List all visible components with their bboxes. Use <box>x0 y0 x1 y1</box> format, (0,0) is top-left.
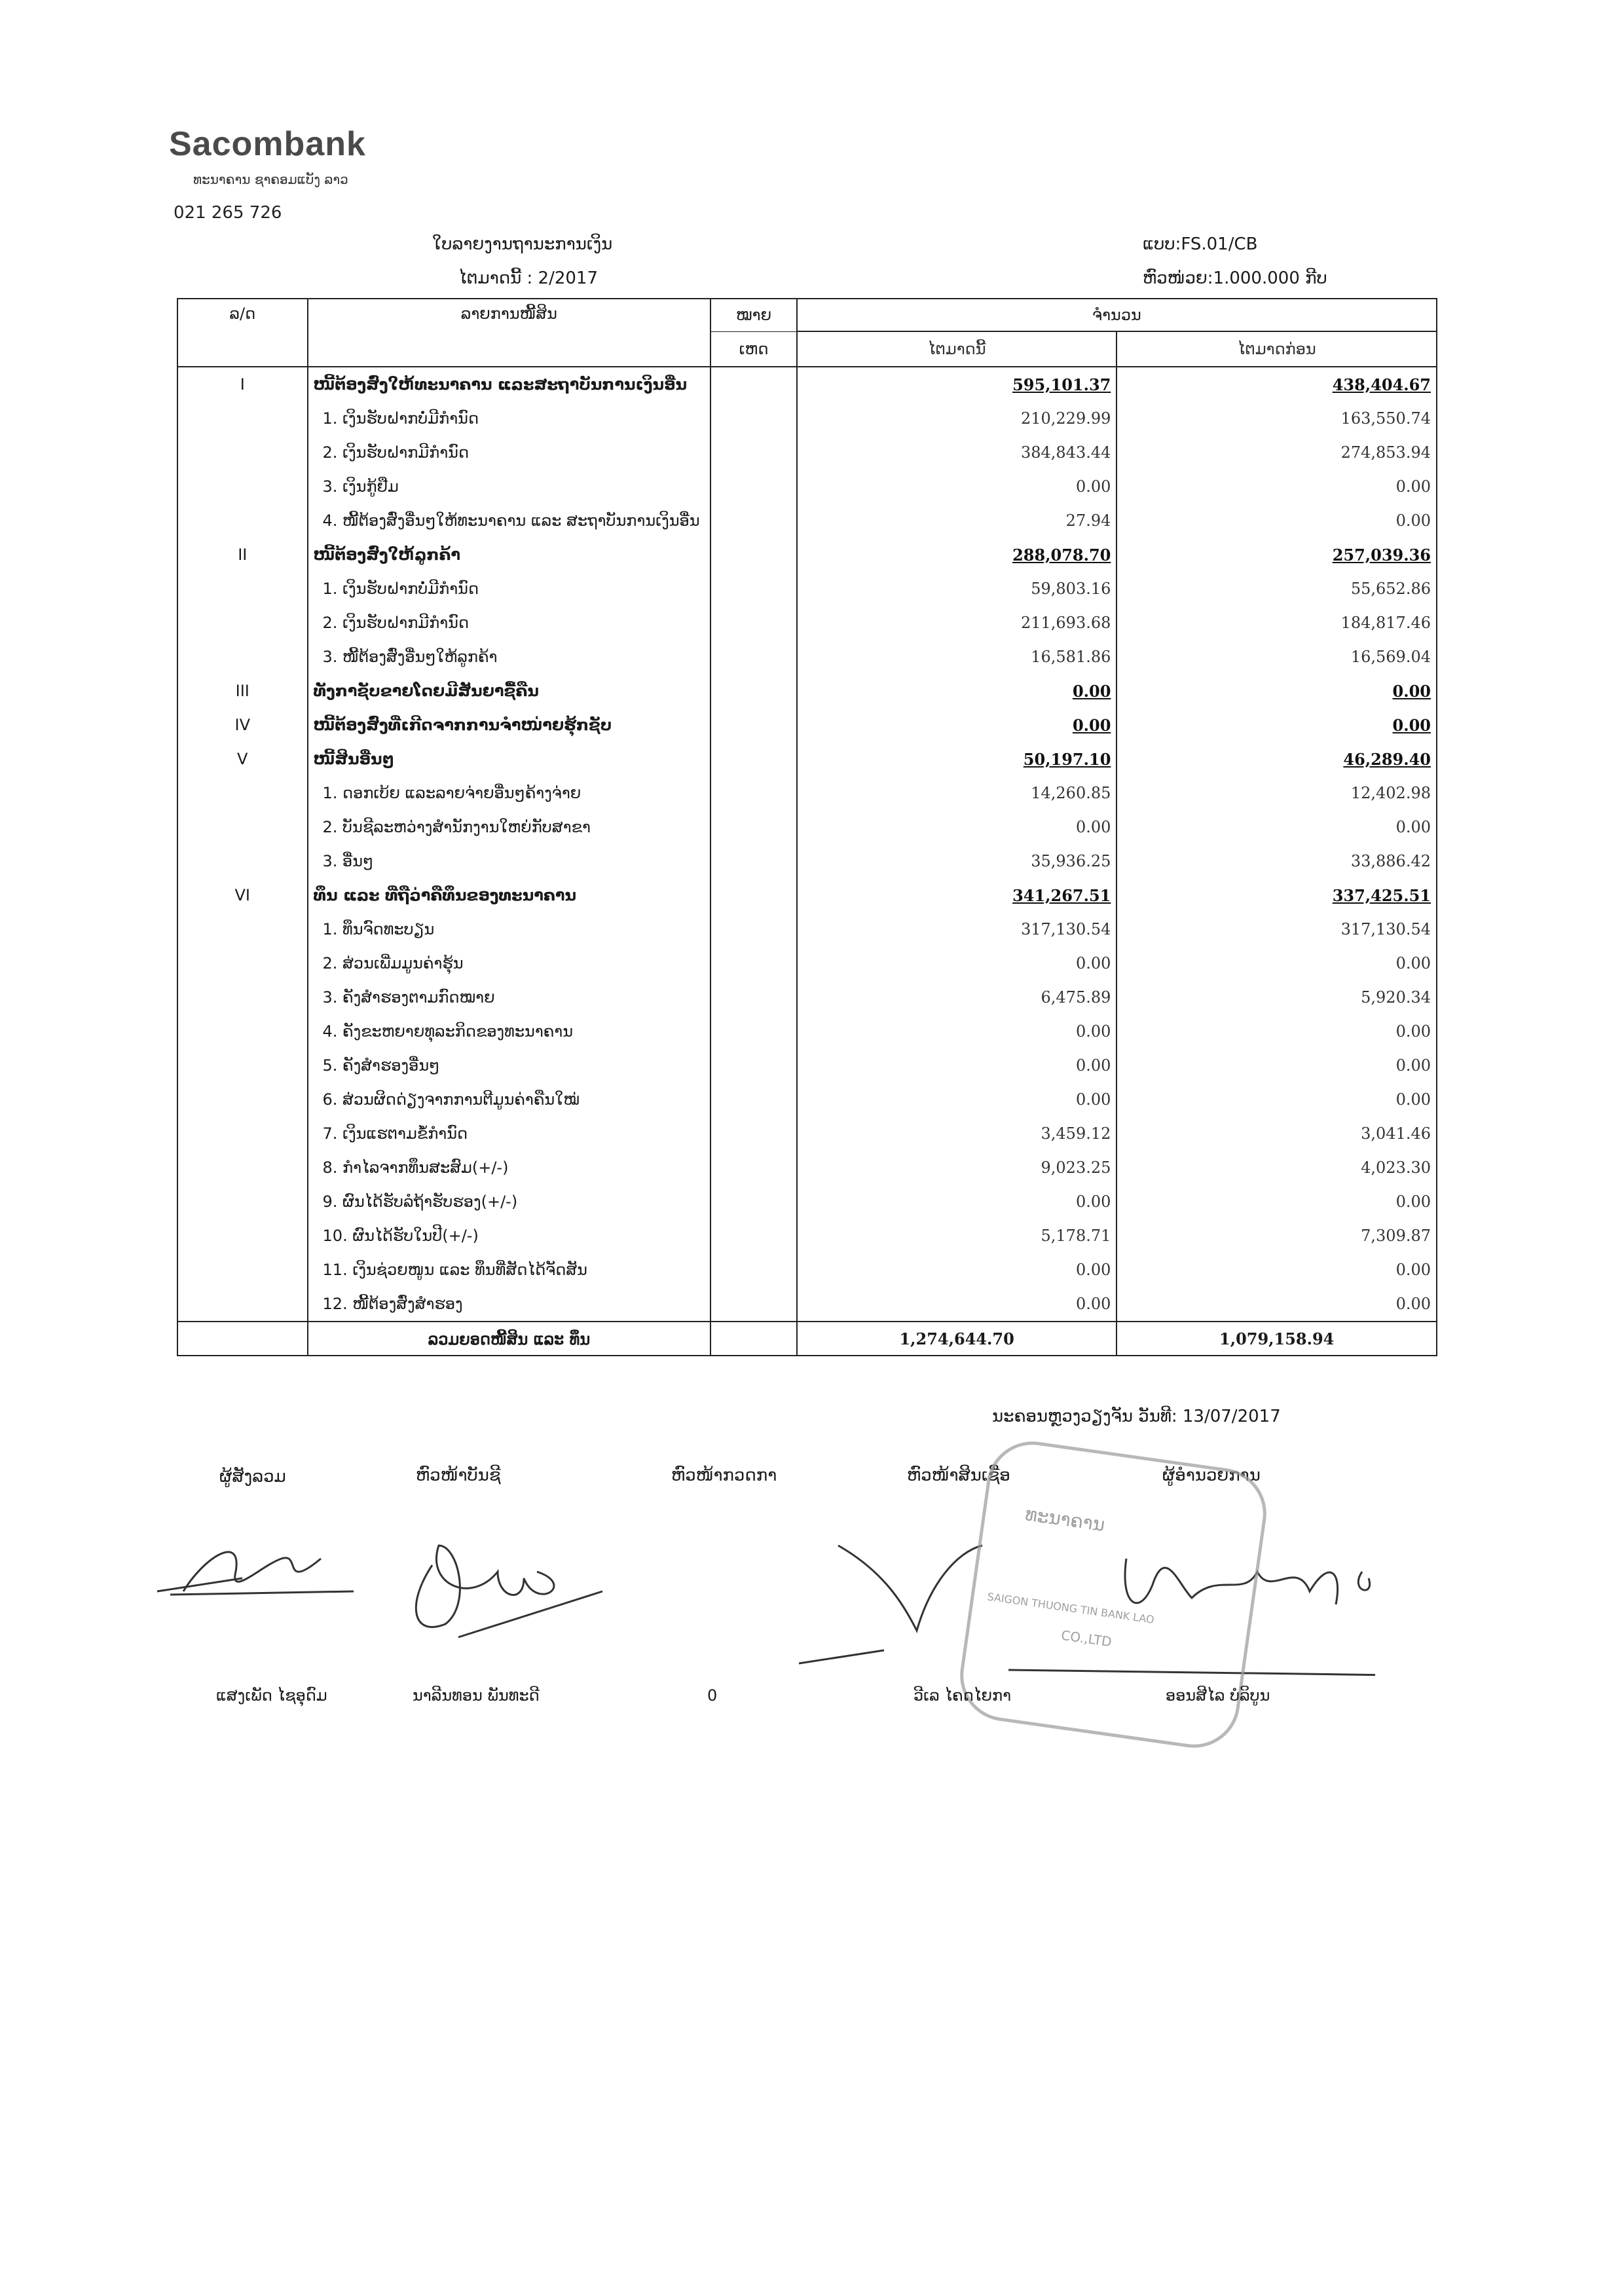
row-label-text: 1. ດອກເບ້ຍ ແລະລາຍຈ່າຍອື່ນໆຄ້າງຈ່າຍ <box>322 784 581 802</box>
row-current-value-text: 59,803.16 <box>1031 580 1111 598</box>
row-label-text: 2. ສ່ວນເພີ່ມມູນຄ່າຮຸ້ນ <box>322 954 464 972</box>
row-current-value <box>797 980 1117 1014</box>
sig-title-audit: ຫົວໜ້າກວດກາ <box>671 1466 777 1485</box>
row-previous-value <box>1116 1151 1437 1185</box>
col-no-header: ລ/ດ <box>177 299 308 367</box>
report-period: ໄຕມາດນີ້ : 2/2017 <box>458 268 599 288</box>
row-label <box>308 401 711 435</box>
row-label <box>308 708 711 742</box>
row-no <box>177 1219 308 1253</box>
row-label <box>308 1014 711 1048</box>
row-current-value-text: 0.00 <box>1075 1056 1111 1075</box>
row-previous-value-text: 0.00 <box>1392 681 1431 701</box>
table-row <box>177 470 1437 504</box>
row-no <box>177 470 308 504</box>
section-row <box>177 367 1437 401</box>
sig-name-director: ອອນສີໄລ ບໍລິບູນ <box>1166 1686 1270 1705</box>
row-previous-value-text: 3,041.46 <box>1361 1124 1431 1143</box>
row-no-text: VI <box>234 886 251 904</box>
row-no <box>177 1083 308 1117</box>
section-row <box>177 708 1437 742</box>
row-previous-value <box>1116 674 1437 708</box>
row-label <box>308 1287 711 1322</box>
row-no <box>177 401 308 435</box>
row-current-value <box>797 1185 1117 1219</box>
row-previous-value-text: 5,920.34 <box>1361 988 1431 1007</box>
row-current-value-text: 5,178.71 <box>1041 1227 1111 1245</box>
row-previous-value <box>1116 572 1437 606</box>
col-note-header-top: ໝາຍ <box>710 299 797 331</box>
row-previous-value-text: 0.00 <box>1395 1295 1431 1313</box>
row-previous-value-text: 0.00 <box>1395 1056 1431 1075</box>
row-previous-value-text: 257,039.36 <box>1332 545 1431 565</box>
row-label <box>308 912 711 946</box>
row-note <box>710 742 797 776</box>
row-previous-value <box>1116 606 1437 640</box>
table-row <box>177 401 1437 435</box>
total-previous-value: 1,079,158.94 <box>1116 1322 1437 1356</box>
row-label <box>308 470 711 504</box>
row-previous-value-text: 0.00 <box>1395 1193 1431 1211</box>
row-no <box>177 912 308 946</box>
row-current-value-text: 595,101.37 <box>1012 375 1111 394</box>
row-previous-value-text: 0.00 <box>1395 477 1431 496</box>
row-label <box>308 572 711 606</box>
row-current-value-text: 384,843.44 <box>1020 443 1111 462</box>
row-previous-value <box>1116 1185 1437 1219</box>
row-label-text: 10. ຜົນໄດ້ຮັບໃນປີ(+/-) <box>322 1227 479 1245</box>
row-no <box>177 640 308 674</box>
row-current-value-text: 288,078.70 <box>1012 545 1111 565</box>
row-previous-value-text: 317,130.54 <box>1340 920 1431 938</box>
row-current-value-text: 50,197.10 <box>1023 749 1111 769</box>
row-previous-value <box>1116 367 1437 401</box>
row-previous-value <box>1116 538 1437 572</box>
row-label-text: 3. ເງິນກູ້ຢືມ <box>322 477 399 496</box>
signature-credit <box>799 1546 982 1663</box>
total-note <box>710 1322 797 1356</box>
row-current-value <box>797 1083 1117 1117</box>
stamp-line-3: CO.,LTD <box>1060 1627 1113 1650</box>
row-note <box>710 504 797 538</box>
row-no <box>177 606 308 640</box>
row-note <box>710 1287 797 1322</box>
row-current-value <box>797 810 1117 844</box>
row-label <box>308 946 711 980</box>
row-current-value <box>797 708 1117 742</box>
row-label <box>308 538 711 572</box>
unit-label: ຫົວໜ່ວຍ:1.000.000 ກີບ <box>1143 268 1327 288</box>
row-label <box>308 1117 711 1151</box>
row-current-value-text: 0.00 <box>1075 954 1111 972</box>
row-label-text: 8. ກຳໄລຈາກທຶນສະສົມ(+/-) <box>322 1158 509 1177</box>
section-row <box>177 742 1437 776</box>
table-row <box>177 640 1437 674</box>
sig-title-compiler: ຜູ້ສັງລວມ <box>219 1467 286 1487</box>
row-no <box>177 1287 308 1322</box>
row-no <box>177 1117 308 1151</box>
row-note <box>710 844 797 878</box>
row-previous-value-text: 7,309.87 <box>1361 1227 1431 1245</box>
table-row <box>177 810 1437 844</box>
sig-title-credit: ຫົວໜ້າສິນເຊື່ອ <box>907 1466 1010 1485</box>
row-previous-value-text: 0.00 <box>1392 715 1431 735</box>
row-label-text: ທຶນ ແລະ ທີ່ຖືວ່າຄືທຶນຂອງທະນາຄານ <box>313 886 577 904</box>
row-current-value <box>797 946 1117 980</box>
row-no <box>177 538 308 572</box>
row-current-value <box>797 538 1117 572</box>
col-current-header: ໄຕມາດນີ້ <box>797 331 1117 367</box>
row-previous-value-text: 12,402.98 <box>1350 784 1431 802</box>
row-previous-value <box>1116 504 1437 538</box>
row-previous-value <box>1116 1219 1437 1253</box>
row-note <box>710 946 797 980</box>
row-no <box>177 367 308 401</box>
bank-phone: 021 265 726 <box>174 203 282 223</box>
stamp-line-2: SAIGON THUONG TIN BANK LAO <box>986 1590 1155 1626</box>
row-previous-value <box>1116 1287 1437 1322</box>
row-label <box>308 640 711 674</box>
row-label-text: ໜີ້ສິນອື່ນໆ <box>313 750 394 768</box>
row-no <box>177 776 308 810</box>
row-previous-value <box>1116 1014 1437 1048</box>
row-note <box>710 606 797 640</box>
row-current-value-text: 210,229.99 <box>1020 409 1111 428</box>
row-label <box>308 878 711 912</box>
row-previous-value-text: 0.00 <box>1395 1261 1431 1279</box>
table-row <box>177 844 1437 878</box>
row-label-text: 1. ເງິນຮັບຝາກບໍ່ມີກຳນົດ <box>322 580 479 598</box>
row-previous-value-text: 438,404.67 <box>1332 375 1431 394</box>
table-row <box>177 1287 1437 1322</box>
table-row <box>177 776 1437 810</box>
row-label <box>308 674 711 708</box>
row-note <box>710 1014 797 1048</box>
row-label <box>308 742 711 776</box>
row-no <box>177 946 308 980</box>
col-item-header: ລາຍການໜີ້ສິນ <box>308 299 711 367</box>
row-previous-value <box>1116 470 1437 504</box>
row-previous-value-text: 0.00 <box>1395 1022 1431 1041</box>
row-current-value <box>797 1151 1117 1185</box>
row-label-text: 2. ບັນຊີລະຫວ່າງສຳນັກງານໃຫຍ່ກັບສາຂາ <box>322 818 591 836</box>
row-no <box>177 1185 308 1219</box>
row-current-value <box>797 470 1117 504</box>
row-previous-value-text: 0.00 <box>1395 1090 1431 1109</box>
table-row <box>177 435 1437 470</box>
row-current-value-text: 0.00 <box>1075 1022 1111 1041</box>
row-no <box>177 708 308 742</box>
form-code: ແບບ:FS.01/CB <box>1143 234 1258 254</box>
row-note <box>710 1219 797 1253</box>
row-previous-value <box>1116 980 1437 1014</box>
row-previous-value <box>1116 1048 1437 1083</box>
row-note <box>710 912 797 946</box>
row-label-text: 9. ຜົນໄດ້ຮັບລໍຖ້າຮັບຮອງ(+/-) <box>322 1193 518 1211</box>
table-row <box>177 1048 1437 1083</box>
row-previous-value <box>1116 401 1437 435</box>
row-note <box>710 470 797 504</box>
table-row <box>177 1014 1437 1048</box>
row-current-value <box>797 401 1117 435</box>
row-note <box>710 1117 797 1151</box>
row-previous-value-text: 274,853.94 <box>1340 443 1431 462</box>
row-label <box>308 844 711 878</box>
row-note <box>710 980 797 1014</box>
row-label <box>308 504 711 538</box>
table-row <box>177 1185 1437 1219</box>
row-label <box>308 1185 711 1219</box>
row-label-text: 3. ໜີ້ຕ້ອງສົ່ງອື່ນໆໃຫ້ລູກຄ້າ <box>322 648 498 666</box>
row-label-text: 1. ທຶນຈົດທະບຽນ <box>322 920 435 938</box>
row-previous-value <box>1116 1117 1437 1151</box>
row-current-value-text: 27.94 <box>1065 511 1111 530</box>
row-label-text: 5. ຄັງສຳຮອງອື່ນໆ <box>322 1056 440 1075</box>
row-current-value <box>797 1117 1117 1151</box>
row-no-text: V <box>237 750 248 768</box>
row-previous-value-text: 0.00 <box>1395 818 1431 836</box>
row-previous-value <box>1116 776 1437 810</box>
row-current-value <box>797 1014 1117 1048</box>
sig-title-accounting: ຫົວໜ້າບັນຊີ <box>416 1466 501 1485</box>
row-note <box>710 1185 797 1219</box>
row-note <box>710 810 797 844</box>
row-previous-value-text: 33,886.42 <box>1350 852 1431 870</box>
row-label-text: 4. ຄັງຂະຫຍາຍທຸລະກິດຂອງທະນາຄານ <box>322 1022 574 1041</box>
row-previous-value-text: 0.00 <box>1395 511 1431 530</box>
row-no <box>177 674 308 708</box>
table-row <box>177 1117 1437 1151</box>
row-current-value-text: 341,267.51 <box>1012 885 1111 905</box>
row-current-value <box>797 776 1117 810</box>
row-label <box>308 776 711 810</box>
row-current-value-text: 0.00 <box>1075 818 1111 836</box>
row-no <box>177 1048 308 1083</box>
row-previous-value <box>1116 878 1437 912</box>
row-label <box>308 1083 711 1117</box>
row-previous-value-text: 4,023.30 <box>1361 1158 1431 1177</box>
row-previous-value <box>1116 708 1437 742</box>
row-no-text: I <box>240 375 245 394</box>
table-row <box>177 572 1437 606</box>
table-row <box>177 1083 1437 1117</box>
row-current-value-text: 16,581.86 <box>1031 648 1111 666</box>
row-current-value <box>797 742 1117 776</box>
row-note <box>710 640 797 674</box>
row-no <box>177 1253 308 1287</box>
row-current-value <box>797 572 1117 606</box>
row-no <box>177 572 308 606</box>
table-row <box>177 980 1437 1014</box>
row-previous-value-text: 337,425.51 <box>1332 885 1431 905</box>
section-row <box>177 674 1437 708</box>
table-row <box>177 946 1437 980</box>
row-current-value <box>797 912 1117 946</box>
row-note <box>710 401 797 435</box>
row-label <box>308 1253 711 1287</box>
row-label-text: ໜີ້ຕ້ອງສົ່ງທີ່ເກີດຈາກການຈຳໜ່າຍຮຸ້ກຊັບ <box>313 716 612 734</box>
row-label-text: 2. ເງິນຮັບຝາກມີກຳນົດ <box>322 443 470 462</box>
row-label <box>308 367 711 401</box>
row-current-value-text: 0.00 <box>1075 477 1111 496</box>
row-current-value <box>797 367 1117 401</box>
row-label-text: 7. ເງິນແຮຕາມຂໍ້ກຳນົດ <box>322 1124 468 1143</box>
row-label <box>308 1048 711 1083</box>
row-no <box>177 742 308 776</box>
row-current-value <box>797 1287 1117 1322</box>
row-current-value <box>797 1048 1117 1083</box>
row-current-value <box>797 606 1117 640</box>
total-current-value: 1,274,644.70 <box>797 1322 1117 1356</box>
row-current-value-text: 317,130.54 <box>1020 920 1111 938</box>
row-current-value-text: 14,260.85 <box>1031 784 1111 802</box>
row-no <box>177 878 308 912</box>
sig-title-director: ຜູ້ອຳນວຍການ <box>1162 1466 1261 1485</box>
row-current-value-text: 3,459.12 <box>1041 1124 1111 1143</box>
bank-logo: Sacombank <box>169 125 366 163</box>
table-row <box>177 504 1437 538</box>
bank-subtitle: ທະນາຄານ ຊາຄອມແບັງ ລາວ <box>193 172 348 187</box>
row-label <box>308 810 711 844</box>
row-note <box>710 435 797 470</box>
row-no <box>177 844 308 878</box>
row-previous-value-text: 16,569.04 <box>1350 648 1431 666</box>
row-previous-value-text: 163,550.74 <box>1340 409 1431 428</box>
financial-statement-table <box>177 298 1437 1356</box>
row-current-value <box>797 640 1117 674</box>
total-no <box>177 1322 308 1356</box>
row-label-text: 1. ເງິນຮັບຝາກບໍ່ມີກຳນົດ <box>322 409 479 428</box>
row-no-text: III <box>235 682 249 700</box>
row-previous-value-text: 55,652.86 <box>1350 580 1431 598</box>
col-previous-header: ໄຕມາດກ່ອນ <box>1116 331 1437 367</box>
table-row <box>177 912 1437 946</box>
report-title: ໃບລາຍງານຖານະການເງິນ <box>432 234 613 254</box>
row-current-value-text: 0.00 <box>1075 1090 1111 1109</box>
row-previous-value <box>1116 1253 1437 1287</box>
total-row <box>177 1322 1437 1356</box>
row-label <box>308 1219 711 1253</box>
table-row <box>177 1253 1437 1287</box>
row-note <box>710 1151 797 1185</box>
row-no <box>177 504 308 538</box>
row-current-value-text: 35,936.25 <box>1031 852 1111 870</box>
row-no <box>177 435 308 470</box>
row-no-text: IV <box>234 716 251 734</box>
table-row <box>177 1219 1437 1253</box>
bank-stamp <box>954 1435 1272 1754</box>
row-label-text: ໜີ້ຕ້ອງສົ່ງໃຫ້ທະນາຄານ ແລະສະຖາບັນການເງິນອື່ນ <box>313 375 687 394</box>
row-no <box>177 1014 308 1048</box>
row-note <box>710 708 797 742</box>
signature-compiler <box>157 1552 354 1595</box>
row-note <box>710 572 797 606</box>
sig-name-accounting: ນາລີນທອນ ພັນທະດີ <box>413 1686 540 1705</box>
stamp-line-1: ທະນາຄານ <box>1024 1503 1107 1536</box>
row-previous-value <box>1116 810 1437 844</box>
row-current-value <box>797 844 1117 878</box>
section-row <box>177 878 1437 912</box>
row-previous-value <box>1116 640 1437 674</box>
row-no <box>177 980 308 1014</box>
sig-name-audit: 0 <box>707 1686 718 1705</box>
place-date: ນະຄອນຫຼວງວຽງຈັນ ວັນທີ: 13/07/2017 <box>992 1407 1281 1426</box>
row-current-value <box>797 504 1117 538</box>
row-previous-value <box>1116 1083 1437 1117</box>
row-label-text: ໜີ້ຕ້ອງສົ່ງໃຫ້ລູກຄ້າ <box>313 546 461 564</box>
row-no <box>177 810 308 844</box>
row-label-text: 3. ອື່ນໆ <box>322 852 374 870</box>
row-current-value <box>797 1219 1117 1253</box>
row-previous-value <box>1116 435 1437 470</box>
row-current-value <box>797 674 1117 708</box>
row-label-text: 3. ຄັງສຳຮອງຕາມກົດໝາຍ <box>322 988 495 1007</box>
row-label-text: ທັງກາຊັບຂາຍໂດຍມີສັນຍາຊື້ຄືນ <box>313 682 539 700</box>
row-current-value-text: 0.00 <box>1075 1295 1111 1313</box>
row-no <box>177 1151 308 1185</box>
row-current-value-text: 0.00 <box>1075 1261 1111 1279</box>
row-note <box>710 878 797 912</box>
row-previous-value-text: 184,817.46 <box>1340 614 1431 632</box>
row-note <box>710 538 797 572</box>
row-previous-value-text: 0.00 <box>1395 954 1431 972</box>
row-no-text: II <box>238 546 248 564</box>
row-label-text: 2. ເງິນຮັບຝາກມີກຳນົດ <box>322 614 470 632</box>
row-note <box>710 1253 797 1287</box>
row-previous-value-text: 46,289.40 <box>1343 749 1431 769</box>
row-current-value <box>797 1253 1117 1287</box>
row-label-text: 4. ໜີ້ຕ້ອງສົ່ງອື່ນໆໃຫ້ທະນາຄານ ແລະ ສະຖາບັນການເງິນອື່ນ <box>322 511 700 530</box>
row-current-value <box>797 435 1117 470</box>
total-label: ລວມຍອດໜີ້ສິນ ແລະ ທຶນ <box>308 1322 711 1356</box>
row-note <box>710 367 797 401</box>
table-header-row <box>177 299 1437 331</box>
row-previous-value <box>1116 946 1437 980</box>
row-label <box>308 980 711 1014</box>
table-row <box>177 1151 1437 1185</box>
col-amount-header: ຈຳນວນ <box>797 299 1437 331</box>
row-current-value-text: 0.00 <box>1072 681 1111 701</box>
row-current-value-text: 9,023.25 <box>1041 1158 1111 1177</box>
row-note <box>710 1083 797 1117</box>
row-label-text: 11. ເງິນຊ່ວຍໜູນ ແລະ ທຶນທີ່ສັດໄດ້ຈັດສັນ <box>322 1261 587 1279</box>
row-note <box>710 1048 797 1083</box>
row-label <box>308 435 711 470</box>
row-label-text: 6. ສ່ວນຜິດດ່ຽງຈາກການຕີມູນຄ່າຄືນໃໝ່ <box>322 1090 580 1109</box>
table-row <box>177 606 1437 640</box>
row-previous-value <box>1116 844 1437 878</box>
row-note <box>710 776 797 810</box>
row-current-value-text: 0.00 <box>1075 1193 1111 1211</box>
sig-name-credit: ວີເລ ໄຄດໄຍກາ <box>913 1686 1012 1705</box>
row-label <box>308 606 711 640</box>
row-current-value <box>797 878 1117 912</box>
section-row <box>177 538 1437 572</box>
signature-accounting <box>416 1546 602 1637</box>
row-note <box>710 674 797 708</box>
sig-name-compiler: ແສງເພັດ ໄຊອຸດົມ <box>216 1686 327 1705</box>
row-label <box>308 1151 711 1185</box>
row-current-value-text: 0.00 <box>1072 715 1111 735</box>
row-previous-value <box>1116 742 1437 776</box>
row-current-value-text: 211,693.68 <box>1020 614 1111 632</box>
row-previous-value <box>1116 912 1437 946</box>
row-label-text: 12. ໜີ້ຕ້ອງສົ່ງສຳຮອງ <box>322 1295 463 1313</box>
row-current-value-text: 6,475.89 <box>1041 988 1111 1007</box>
col-note-header-bottom: ເຫດ <box>710 331 797 367</box>
